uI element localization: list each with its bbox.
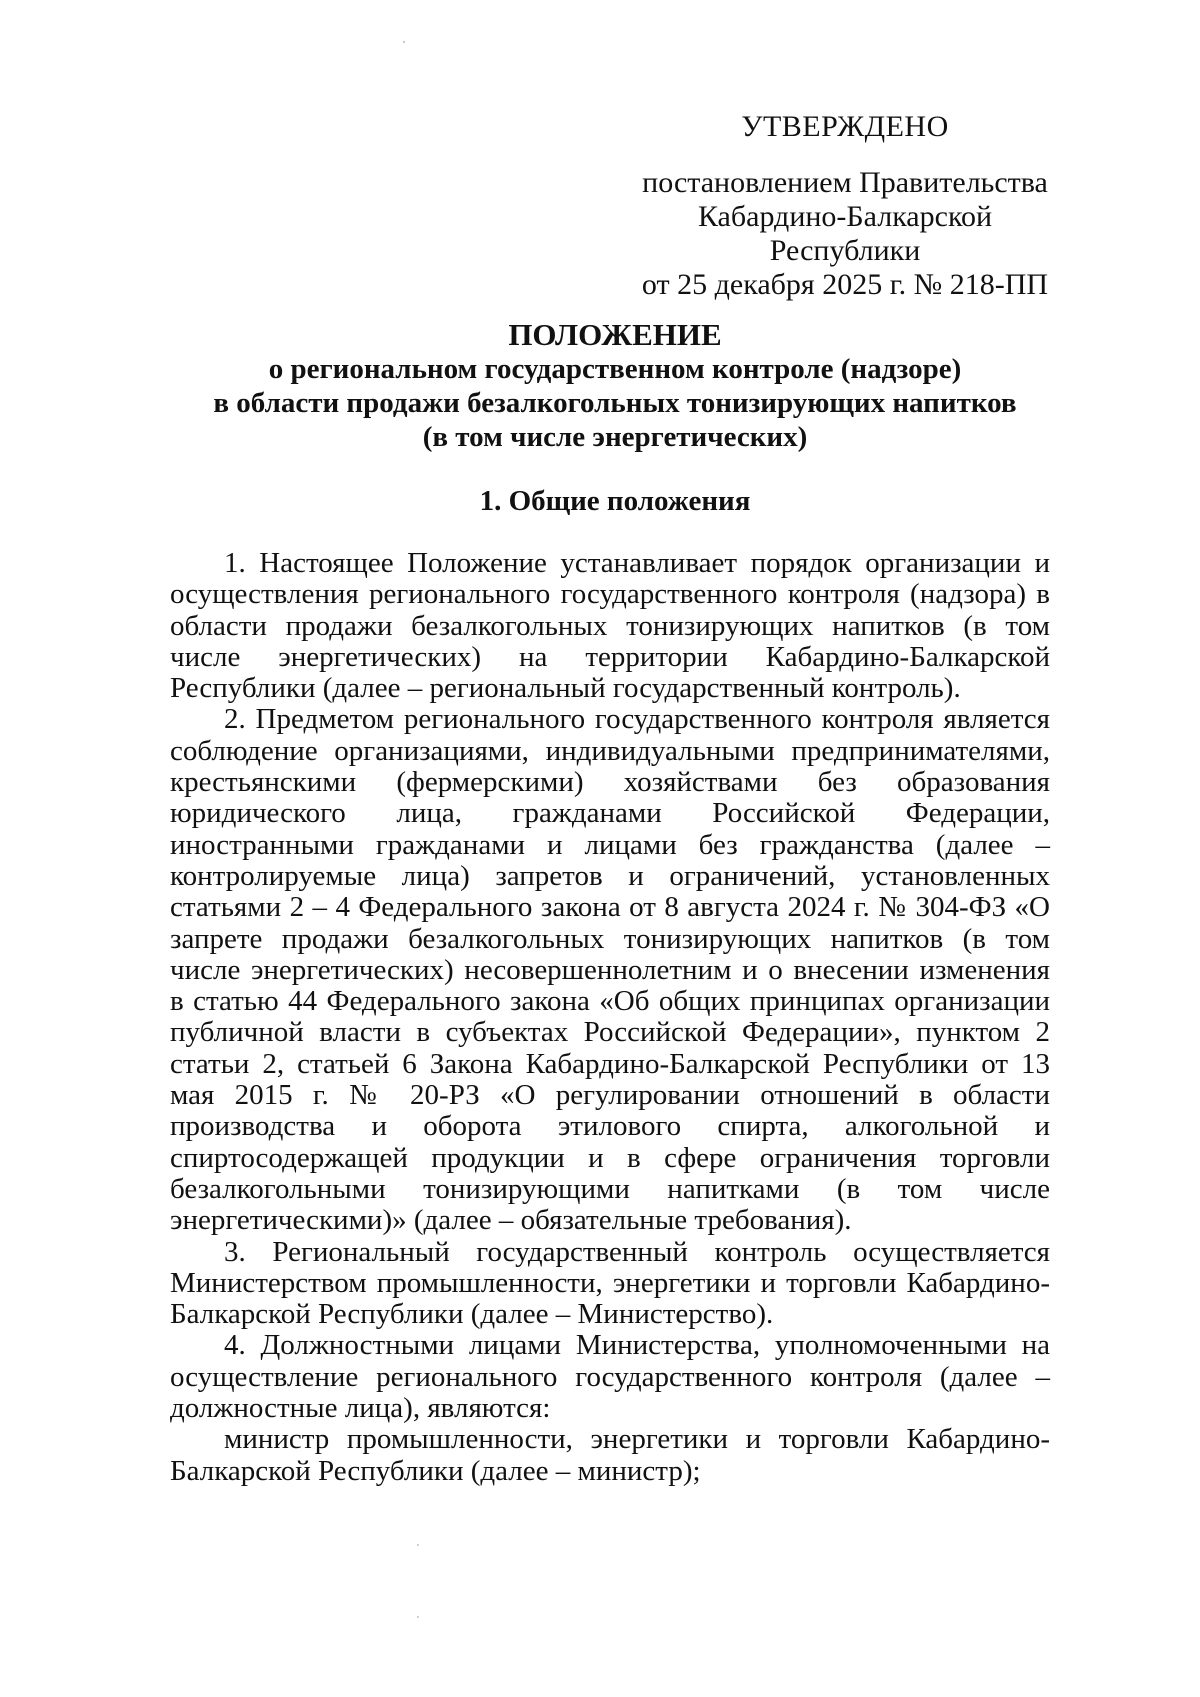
heading-line-3: (в том числе энергетических) bbox=[422, 421, 808, 453]
paragraph-3: 3. Региональный государственный контроль осуществляется Министерством промышленности, энергетики и торговли Кабардино-Балкарской Республики (далее – Министерство). bbox=[170, 1235, 1050, 1331]
approval-block bbox=[620, 110, 1070, 302]
paragraph-4: 4. Должностными лицами Министерства, уполномоченными на осуществление регионального государственного контроля (далее – должностные лица), являются: bbox=[170, 1329, 1050, 1425]
heading-line-1: о региональном государственном контроле (надзоре) bbox=[268, 353, 962, 385]
approval-line-2: Кабардино-Балкарской Республики bbox=[697, 200, 993, 267]
paragraph-5: министр промышленности, энергетики и торговли Кабардино-Балкарской Республики (далее – министр); bbox=[170, 1423, 1050, 1487]
document-heading bbox=[170, 318, 1060, 454]
approval-line-3: от 25 декабря 2025 г. № 218-ПП bbox=[641, 268, 1049, 301]
paragraph-1: 1. Настоящее Положение устанавливает порядок организации и осуществления регионального государственного контроля (надзора) в области продажи безалкогольных тонизирующих напитков (в том числе энергетических) на территории Кабардино-Балкарской Республики (далее – региональный государственный контроль). bbox=[170, 547, 1050, 705]
document-body bbox=[170, 548, 1050, 1487]
document-title: ПОЛОЖЕНИЕ bbox=[508, 317, 722, 352]
paragraph-2: 2. Предметом регионального государственного контроля является соблюдение организациями, индивидуальными предпринимателями, крестьянскими (фермерскими) хозяйствами без образования юридического лица, гражданами Российской Федерации, иностранными гражданами и лицами без гражданства (далее – контролируемые лица) запретов и ограничений, установленных статьями 2 – 4 Федерального закона от 8 августа 2024 г. № 304-ФЗ «О запрете продажи безалкогольных тонизирующих напитков (в том числе энергетических) несовершеннолетним и о внесении изменения в статью 44 Федерального закона «Об общих принципах организации публичной власти в субъектах Российской Федерации», пунктом 2 статьи 2, статьей 6 Закона Кабардино-Балкарской Республики от 13 мая 2015 г. № 20-РЗ «О регулировании отношений в области производства и оборота этилового спирта, алкогольной и спиртосодержащей продукции и в сфере ограничения торговли безалкогольными тонизирующими напитками (в том числе энергетическими)» (далее – обязательные требования). bbox=[170, 703, 1050, 1237]
section-title: 1. Общие положения bbox=[479, 485, 751, 517]
approval-stamp: УТВЕРЖДЕНО bbox=[741, 110, 949, 143]
approval-line-1: постановлением Правительства bbox=[642, 166, 1048, 199]
heading-line-2: в области продажи безалкогольных тонизирующих напитков bbox=[213, 387, 1017, 419]
